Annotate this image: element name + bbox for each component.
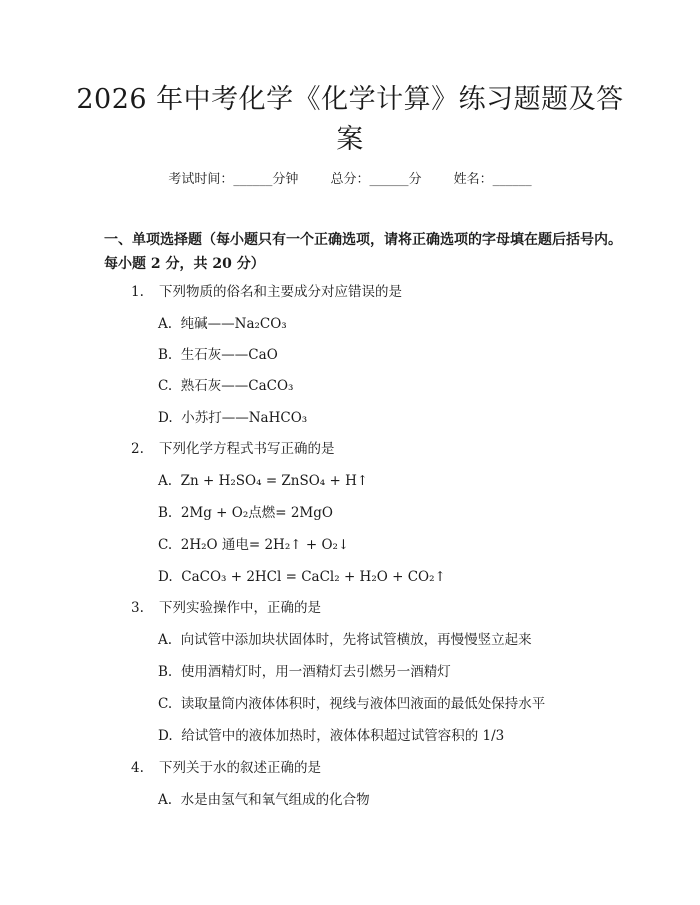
option-text: 小苏打——NaHCO₃: [181, 410, 308, 426]
question-number: 4.: [131, 760, 144, 776]
question-stem: 下列实验操作中，正确的是: [159, 600, 321, 616]
question-3-option-a: [158, 631, 532, 649]
question-3-option-c: [158, 695, 545, 713]
question-1: [131, 283, 402, 301]
option-text: Zn + H₂SO₄ = ZnSO₄ + H↑: [180, 473, 369, 489]
question-2-option-b: [158, 504, 333, 522]
question-4-option-a: [158, 791, 370, 809]
question-2-option-c: [158, 536, 349, 554]
question-number: 2.: [131, 441, 144, 457]
option-text: 生石灰——CaO: [180, 347, 278, 363]
option-label: A.: [158, 632, 173, 648]
question-2: [131, 440, 335, 458]
question-4: [131, 759, 321, 777]
page-title: 2026 年中考化学《化学计算》练习题题及答案: [76, 84, 624, 155]
question-number: 3.: [131, 600, 144, 616]
section-heading: 一、单项选择题（每小题只有一个正确选项，请将正确选项的字母填在题后括号内。每小题 2 分，共 20 分）: [104, 232, 622, 272]
option-label: B.: [158, 505, 173, 521]
option-text: 给试管中的液体加热时，液体体积超过试管容积的 1/3: [181, 728, 505, 744]
option-text: 2Mg + O₂点燃= 2MgO: [180, 505, 333, 521]
total-score-field: 总分：______分: [330, 172, 422, 187]
name-field: 姓名：______: [453, 172, 532, 187]
exam-info: [0, 168, 700, 187]
question-1-option-b: [158, 346, 278, 364]
exam-time-field: 考试时间：______分钟: [168, 172, 299, 187]
option-text: 水是由氢气和氧气组成的化合物: [180, 792, 370, 808]
question-stem: 下列化学方程式书写正确的是: [159, 441, 335, 457]
option-text: CaCO₃ + 2HCl = CaCl₂ + H₂O + CO₂↑: [181, 569, 446, 585]
question-3-option-d: [158, 727, 504, 745]
option-label: A.: [158, 473, 173, 489]
option-label: B.: [158, 347, 173, 363]
option-label: C.: [158, 537, 173, 553]
question-3: [131, 599, 321, 617]
option-label: A.: [158, 316, 173, 332]
option-label: C.: [158, 378, 173, 394]
option-text: 2H₂O 通电= 2H₂↑ + O₂↓: [180, 537, 350, 553]
question-stem: 下列关于水的叙述正确的是: [159, 760, 321, 776]
question-stem: 下列物质的俗名和主要成分对应错误的是: [159, 284, 402, 300]
question-3-option-b: [158, 663, 451, 681]
option-text: 纯碱——Na₂CO₃: [180, 316, 287, 332]
question-2-option-d: [158, 568, 446, 586]
question-1-option-c: [158, 377, 293, 395]
question-number: 1.: [131, 284, 144, 300]
option-text: 熟石灰——CaCO₃: [180, 378, 294, 394]
option-text: 向试管中添加块状固体时，先将试管横放，再慢慢竖立起来: [180, 632, 532, 648]
option-label: C.: [158, 696, 173, 712]
question-1-option-a: [158, 315, 287, 333]
option-text: 使用酒精灯时，用一酒精灯去引燃另一酒精灯: [180, 664, 451, 680]
option-text: 读取量筒内液体体积时，视线与液体凹液面的最低处保持水平: [180, 696, 546, 712]
option-label: B.: [158, 664, 173, 680]
question-1-option-d: [158, 409, 307, 427]
option-label: D.: [158, 728, 173, 744]
option-label: D.: [158, 569, 173, 585]
question-2-option-a: [158, 472, 368, 490]
option-label: A.: [158, 792, 173, 808]
option-label: D.: [158, 410, 173, 426]
